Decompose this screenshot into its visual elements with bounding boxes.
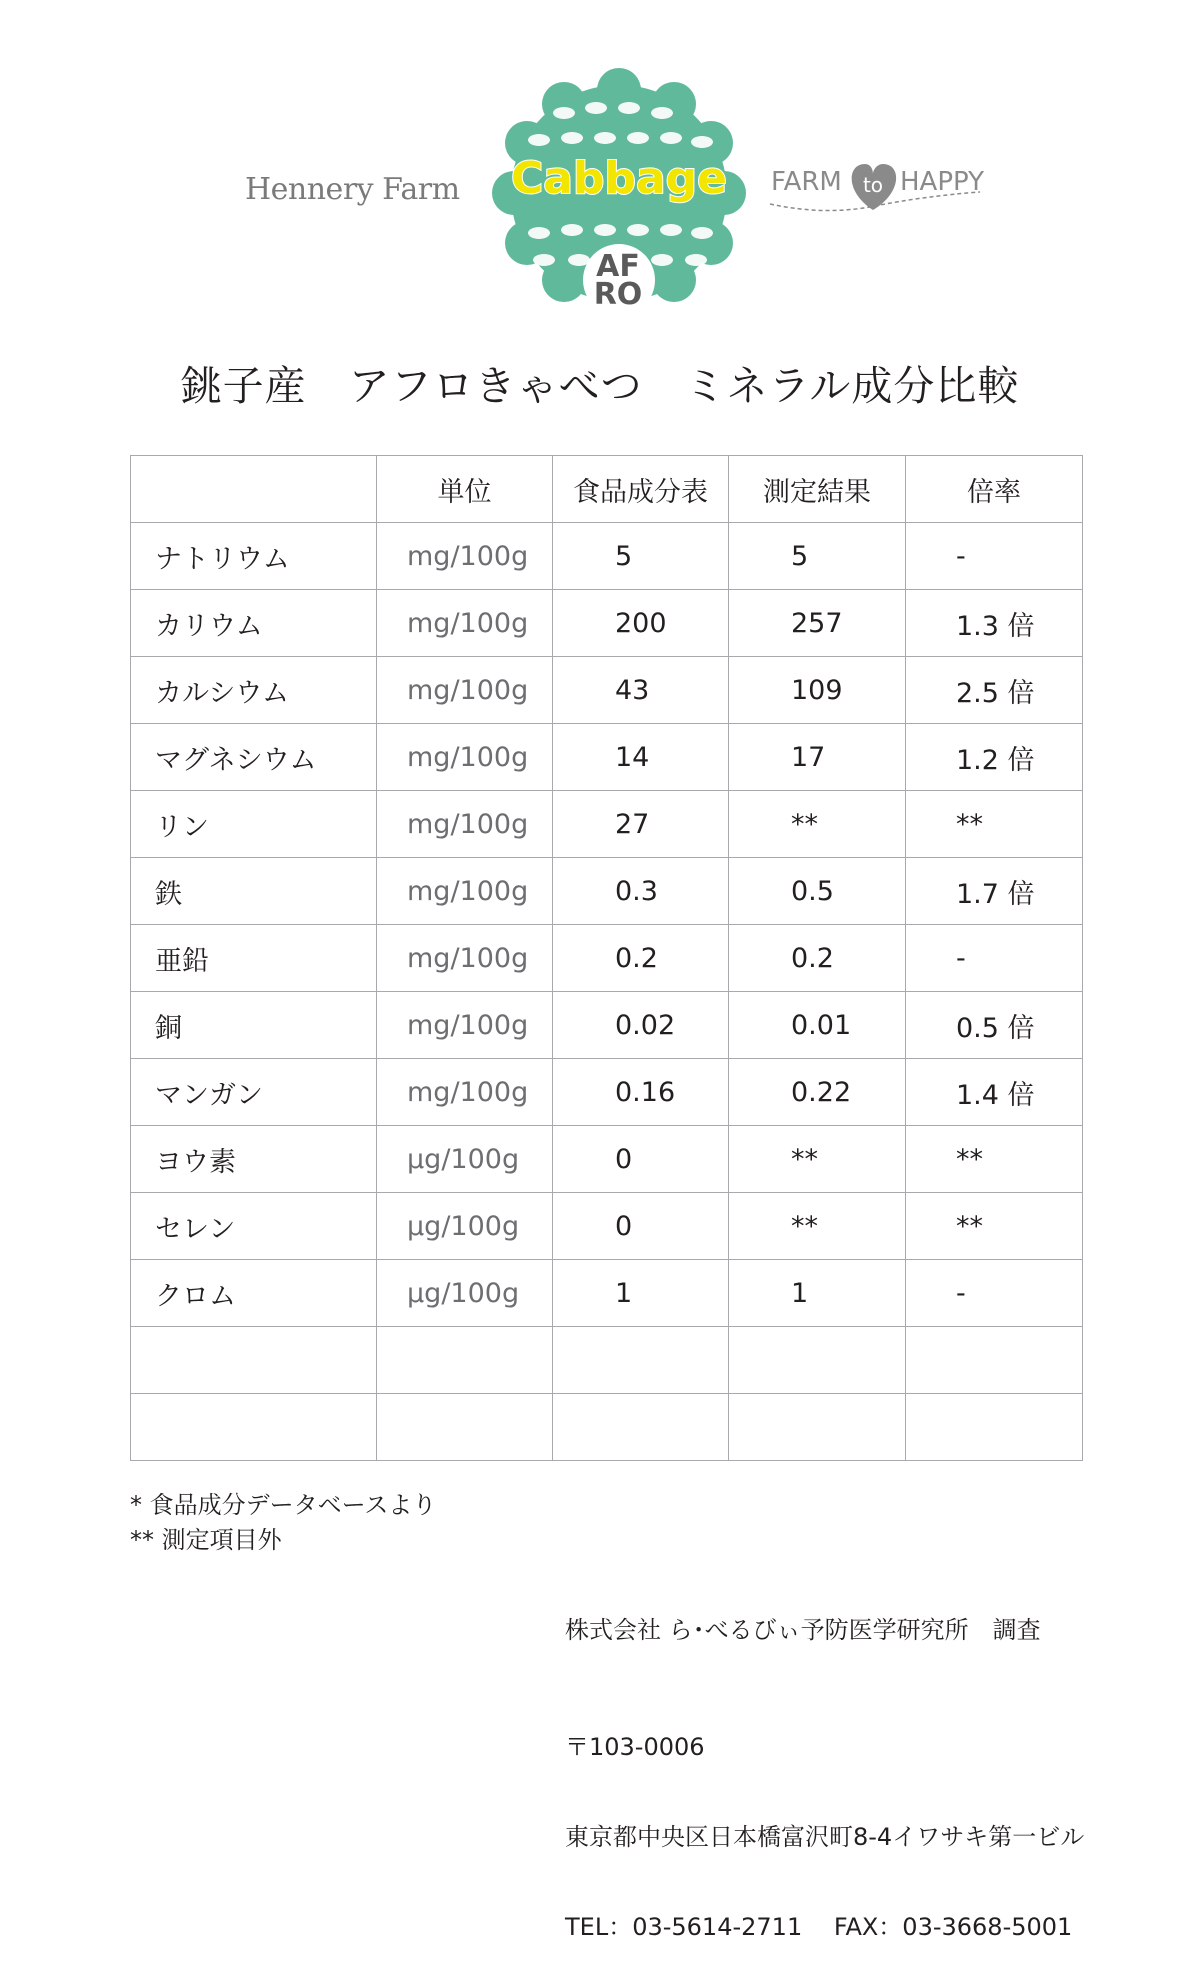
cell-std: 14	[553, 724, 729, 791]
cell-name	[131, 1394, 377, 1461]
cell-name: 鉄	[131, 858, 377, 925]
mineral-table	[130, 455, 1083, 1461]
cell-ratio: 1.7 倍	[906, 858, 1083, 925]
table-row	[131, 1327, 1083, 1394]
table-row	[131, 858, 1083, 925]
cell-name: マンガン	[131, 1059, 377, 1126]
cell-ratio: **	[906, 791, 1083, 858]
cell-unit: mg/100g	[377, 858, 553, 925]
cell-ratio	[906, 1327, 1083, 1394]
cell-meas: 1	[729, 1260, 906, 1327]
cell-name	[131, 1327, 377, 1394]
svg-text:to: to	[862, 173, 884, 197]
cell-meas: 17	[729, 724, 906, 791]
svg-text:AF: AF	[596, 249, 640, 284]
lab-credit: 株式会社 ら･べるびぃ予防医学研究所 調査	[565, 1616, 1041, 1644]
cabbage-badge-icon	[484, 68, 754, 328]
heart-icon	[765, 152, 985, 222]
svg-text:RO: RO	[593, 277, 643, 312]
cell-std	[553, 1327, 729, 1394]
cell-meas: 0.22	[729, 1059, 906, 1126]
cell-unit: mg/100g	[377, 992, 553, 1059]
cell-unit: μg/100g	[377, 1193, 553, 1260]
cell-std: 0.3	[553, 858, 729, 925]
cell-std: 43	[553, 657, 729, 724]
contact-numbers: TEL：03-5614-2711 FAX：03-3668-5001	[565, 1913, 1073, 1941]
cell-name: ヨウ素	[131, 1126, 377, 1193]
table-row	[131, 1059, 1083, 1126]
cell-name: 銅	[131, 992, 377, 1059]
cell-name: クロム	[131, 1260, 377, 1327]
cell-unit	[377, 1394, 553, 1461]
table-row	[131, 1193, 1083, 1260]
cell-std: 1	[553, 1260, 729, 1327]
header-cell: 倍率	[906, 456, 1083, 523]
cell-std	[553, 1394, 729, 1461]
cell-ratio: -	[906, 523, 1083, 590]
cell-meas: 257	[729, 590, 906, 657]
cell-unit: mg/100g	[377, 590, 553, 657]
cell-unit	[377, 1327, 553, 1394]
cell-unit: mg/100g	[377, 523, 553, 590]
cell-std: 0	[553, 1193, 729, 1260]
cell-unit: mg/100g	[377, 791, 553, 858]
postal-code: 〒103-0006	[565, 1733, 705, 1761]
footnote: * 食品成分データベースより	[130, 1491, 437, 1519]
cell-name: リン	[131, 791, 377, 858]
cell-unit: μg/100g	[377, 1260, 553, 1327]
svg-text:FARM: FARM	[771, 167, 842, 197]
header-cell: 単位	[377, 456, 553, 523]
cell-ratio: 1.2 倍	[906, 724, 1083, 791]
svg-text:Cabbage: Cabbage	[510, 153, 728, 204]
cell-std: 0.16	[553, 1059, 729, 1126]
header-cell: 測定結果	[729, 456, 906, 523]
table-header-row	[131, 456, 1083, 523]
cell-ratio: 2.5 倍	[906, 657, 1083, 724]
cell-std: 5	[553, 523, 729, 590]
header-cell	[131, 456, 377, 523]
footnotes	[130, 1488, 436, 1558]
cell-meas: 0.2	[729, 925, 906, 992]
cell-name: セレン	[131, 1193, 377, 1260]
cell-ratio: 1.3 倍	[906, 590, 1083, 657]
table-row	[131, 1260, 1083, 1327]
cell-meas: 0.01	[729, 992, 906, 1059]
cell-ratio	[906, 1394, 1083, 1461]
cell-ratio: 0.5 倍	[906, 992, 1083, 1059]
table-body	[131, 523, 1083, 1461]
cabbage-afro-logo	[484, 68, 754, 328]
table-row	[131, 590, 1083, 657]
cell-std: 0	[553, 1126, 729, 1193]
footnote: ** 測定項目外	[130, 1526, 282, 1554]
cell-std: 0.02	[553, 992, 729, 1059]
cell-name: カルシウム	[131, 657, 377, 724]
table-row	[131, 925, 1083, 992]
cell-name: マグネシウム	[131, 724, 377, 791]
cell-meas	[729, 1394, 906, 1461]
cell-ratio: **	[906, 1126, 1083, 1193]
farm-to-happy-logo	[765, 152, 985, 222]
cell-unit: mg/100g	[377, 724, 553, 791]
table-row	[131, 657, 1083, 724]
cell-meas: 5	[729, 523, 906, 590]
cell-ratio: 1.4 倍	[906, 1059, 1083, 1126]
logo-bar	[0, 60, 1200, 330]
cell-ratio: -	[906, 1260, 1083, 1327]
table-row	[131, 1126, 1083, 1193]
cell-std: 27	[553, 791, 729, 858]
cell-meas: **	[729, 791, 906, 858]
table-row	[131, 992, 1083, 1059]
cell-name: ナトリウム	[131, 523, 377, 590]
address-block	[565, 1672, 1084, 1972]
cell-ratio: -	[906, 925, 1083, 992]
cell-ratio: **	[906, 1193, 1083, 1260]
cell-std: 0.2	[553, 925, 729, 992]
table-row	[131, 724, 1083, 791]
page-title: 銚子産 アフロきゃべつ ミネラル成分比較	[180, 362, 1020, 410]
hennery-farm-logo: Hennery Farm	[245, 172, 460, 207]
cell-name: 亜鉛	[131, 925, 377, 992]
cell-unit: mg/100g	[377, 925, 553, 992]
cell-unit: mg/100g	[377, 657, 553, 724]
cell-unit: mg/100g	[377, 1059, 553, 1126]
table-row	[131, 1394, 1083, 1461]
cell-unit: μg/100g	[377, 1126, 553, 1193]
cell-meas: 0.5	[729, 858, 906, 925]
cell-meas: **	[729, 1126, 906, 1193]
svg-text:HAPPY: HAPPY	[900, 167, 985, 197]
table-row	[131, 523, 1083, 590]
cell-meas	[729, 1327, 906, 1394]
cell-meas: **	[729, 1193, 906, 1260]
cell-std: 200	[553, 590, 729, 657]
cell-name: カリウム	[131, 590, 377, 657]
header-cell: 食品成分表	[553, 456, 729, 523]
cell-meas: 109	[729, 657, 906, 724]
street-address: 東京都中央区日本橋富沢町8-4イワサキ第一ビル	[565, 1823, 1085, 1851]
table-row	[131, 791, 1083, 858]
